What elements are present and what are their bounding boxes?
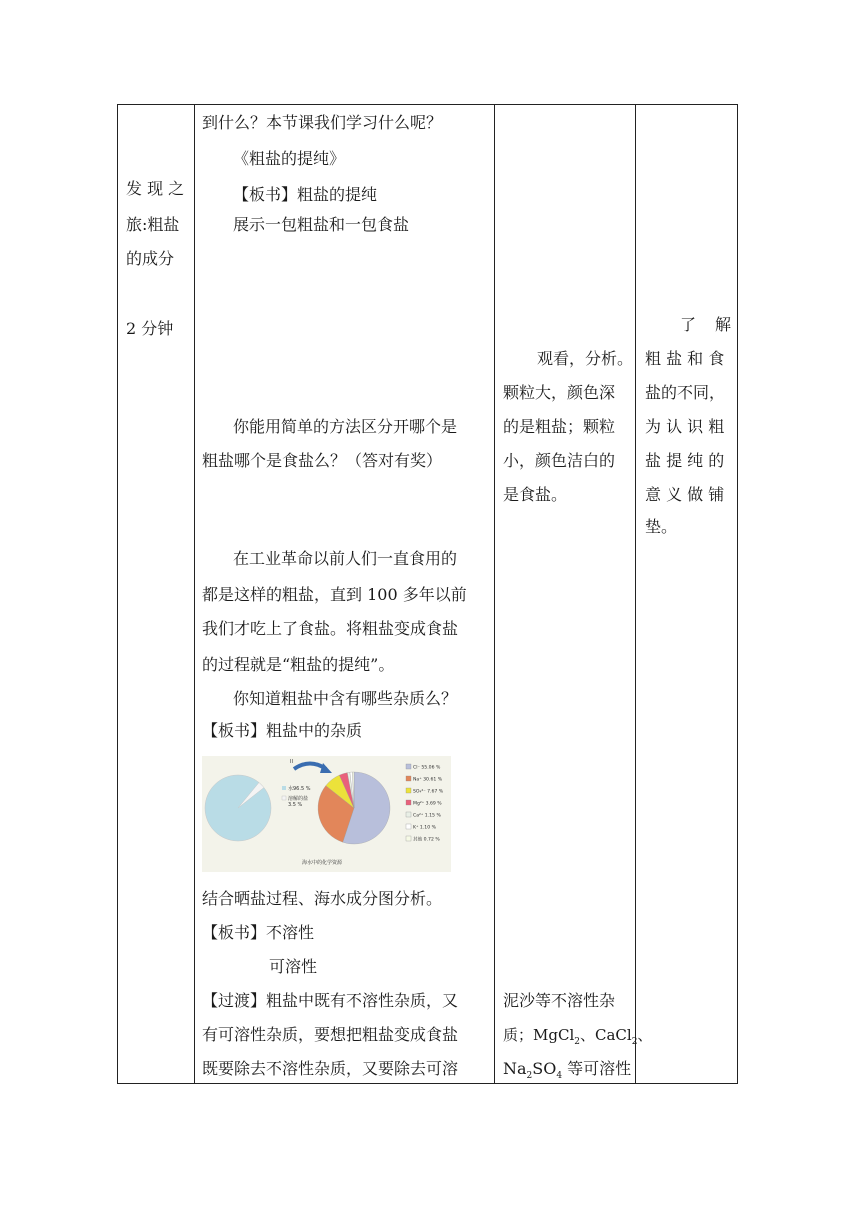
transition-line-2: 有可溶性杂质，要想把粗盐变成食盐 xyxy=(202,1025,459,1044)
analysis-line: 结合晒盐过程、海水成分图分析。 xyxy=(202,889,443,908)
student-answer-1: 观看，分析。 xyxy=(537,349,634,368)
stage-time: 2 分钟 xyxy=(126,319,174,338)
table-left-border xyxy=(117,104,118,1084)
board-note-3-line-2: 可溶性 xyxy=(269,957,318,976)
board-text: 粗盐中的杂质 xyxy=(266,721,363,740)
subscript: 2 xyxy=(526,1071,533,1082)
impurity-line-3 xyxy=(503,1059,632,1082)
impurity-text: 等可溶性 xyxy=(562,1059,632,1078)
impurity-text: 、 xyxy=(637,1026,653,1044)
question-line-1: 你能用简单的方法区分开哪个是 xyxy=(233,417,458,436)
seawater-chart xyxy=(202,756,451,872)
transition-line-1 xyxy=(202,992,458,1010)
legend-label: 其他 0.72 % xyxy=(413,837,440,843)
stage-line-3: 的成分 xyxy=(126,249,175,268)
intent-line-5: 盐 提 纯 的 xyxy=(645,451,725,470)
legend-label: SO₄²⁻ 7.67 % xyxy=(413,789,444,795)
intent-line-1a: 了 xyxy=(680,315,697,334)
impurity-text: 质；MgCl xyxy=(503,1026,575,1044)
intent-line-3: 盐的不同， xyxy=(645,383,726,402)
teacher-text-2: 展示一包粗盐和一包食盐 xyxy=(233,215,410,234)
transition-line-3: 既要除去不溶性杂质，又要除去可溶 xyxy=(202,1059,459,1078)
legend-label: K⁺ 1.10 % xyxy=(413,825,436,831)
stage-line-2: 旅:粗盐 xyxy=(126,215,180,234)
salt-legend-swatch xyxy=(282,796,286,800)
seawater-composition-figure xyxy=(202,756,451,872)
impurity-text: Na xyxy=(503,1059,527,1078)
paragraph-line-1: 在工业革命以前人们一直食用的 xyxy=(233,549,458,568)
intent-line-4: 为 认 识 粗 xyxy=(645,417,725,436)
lesson-title: 《粗盐的提纯》 xyxy=(233,149,346,168)
board-note-2 xyxy=(202,722,362,740)
table-top-border xyxy=(117,104,738,105)
intent-line-6: 意 义 做 铺 xyxy=(645,485,725,504)
stage-line-1: 发 现 之 xyxy=(126,179,185,198)
lesson-table xyxy=(117,104,738,1084)
legend-swatch xyxy=(406,776,411,781)
column-divider-2 xyxy=(494,104,495,1084)
salt-legend-percent: 3.5 % xyxy=(288,802,303,808)
legend-label: Ca²⁺ 1.15 % xyxy=(413,813,441,819)
paragraph-line-3: 我们才吃上了食盐。将粗盐变成食盐 xyxy=(202,619,459,638)
ion-pie xyxy=(318,772,390,844)
impurity-line-1: 泥沙等不溶性杂 xyxy=(503,991,616,1010)
student-answer-2: 颗粒大，颜色深 xyxy=(503,383,616,402)
paragraph-line-2: 都是这样的粗盐，直到 100 多年以前 xyxy=(202,585,467,604)
legend-label: Na⁺ 30.61 % xyxy=(413,777,443,783)
intent-line-1b: 解 xyxy=(715,315,732,334)
arrow-label: II xyxy=(290,759,293,765)
transition-tag: 【过渡】 xyxy=(202,991,267,1010)
paragraph-line-5: 你知道粗盐中含有哪些杂质么？ xyxy=(233,689,458,708)
student-answer-5: 是食盐。 xyxy=(503,485,568,504)
subscript: 4 xyxy=(556,1071,563,1082)
paragraph-line-4: 的过程就是“粗盐的提纯”。 xyxy=(202,655,395,674)
column-divider-1 xyxy=(194,104,195,1084)
impurity-line-2 xyxy=(503,1026,653,1047)
salt-legend-text: 溶解的盐 xyxy=(288,796,309,802)
board-text: 不溶性 xyxy=(266,923,315,942)
legend-label: Mg²⁺ 3.69 % xyxy=(413,801,442,807)
column-divider-3 xyxy=(635,104,636,1084)
legend-swatch xyxy=(406,812,411,817)
water-legend-swatch xyxy=(282,786,286,790)
subscript: 2 xyxy=(631,1037,638,1047)
legend-swatch xyxy=(406,824,411,829)
subscript: 2 xyxy=(574,1037,580,1047)
legend-swatch xyxy=(406,764,411,769)
board-tag: 【板书】 xyxy=(202,721,267,740)
question-line-2: 粗盐哪个是食盐么？（答对有奖） xyxy=(202,451,443,470)
transition-text: 粗盐中既有不溶性杂质，又 xyxy=(266,991,459,1010)
board-tag: 【板书】 xyxy=(202,923,267,942)
impurity-text: 、CaCl xyxy=(579,1026,632,1044)
legend-label: Cl⁻ 55.06 % xyxy=(413,765,441,771)
board-text: 粗盐的提纯 xyxy=(297,185,378,204)
board-note-3 xyxy=(202,924,314,942)
intent-line-2: 粗 盐 和 食 xyxy=(645,349,725,368)
intent-line-7: 垫。 xyxy=(645,517,678,536)
table-right-border xyxy=(737,104,738,1084)
board-note-1 xyxy=(233,186,377,204)
student-answer-4: 小，颜色洁白的 xyxy=(503,451,616,470)
table-bottom-border xyxy=(117,1083,738,1084)
impurity-text: SO xyxy=(532,1059,557,1078)
ion-legend xyxy=(406,764,444,843)
arrow-body xyxy=(294,764,326,770)
legend-swatch xyxy=(406,836,411,841)
board-tag: 【板书】 xyxy=(233,185,298,204)
legend-swatch xyxy=(406,788,411,793)
water-legend-text: 水96.5 % xyxy=(288,786,311,792)
legend-swatch xyxy=(406,800,411,805)
teacher-text-1: 到什么？本节课我们学习什么呢？ xyxy=(202,113,443,132)
figure-caption: 海水中的化学资源 xyxy=(302,860,343,866)
student-answer-3: 的是粗盐；颗粒 xyxy=(503,417,616,436)
